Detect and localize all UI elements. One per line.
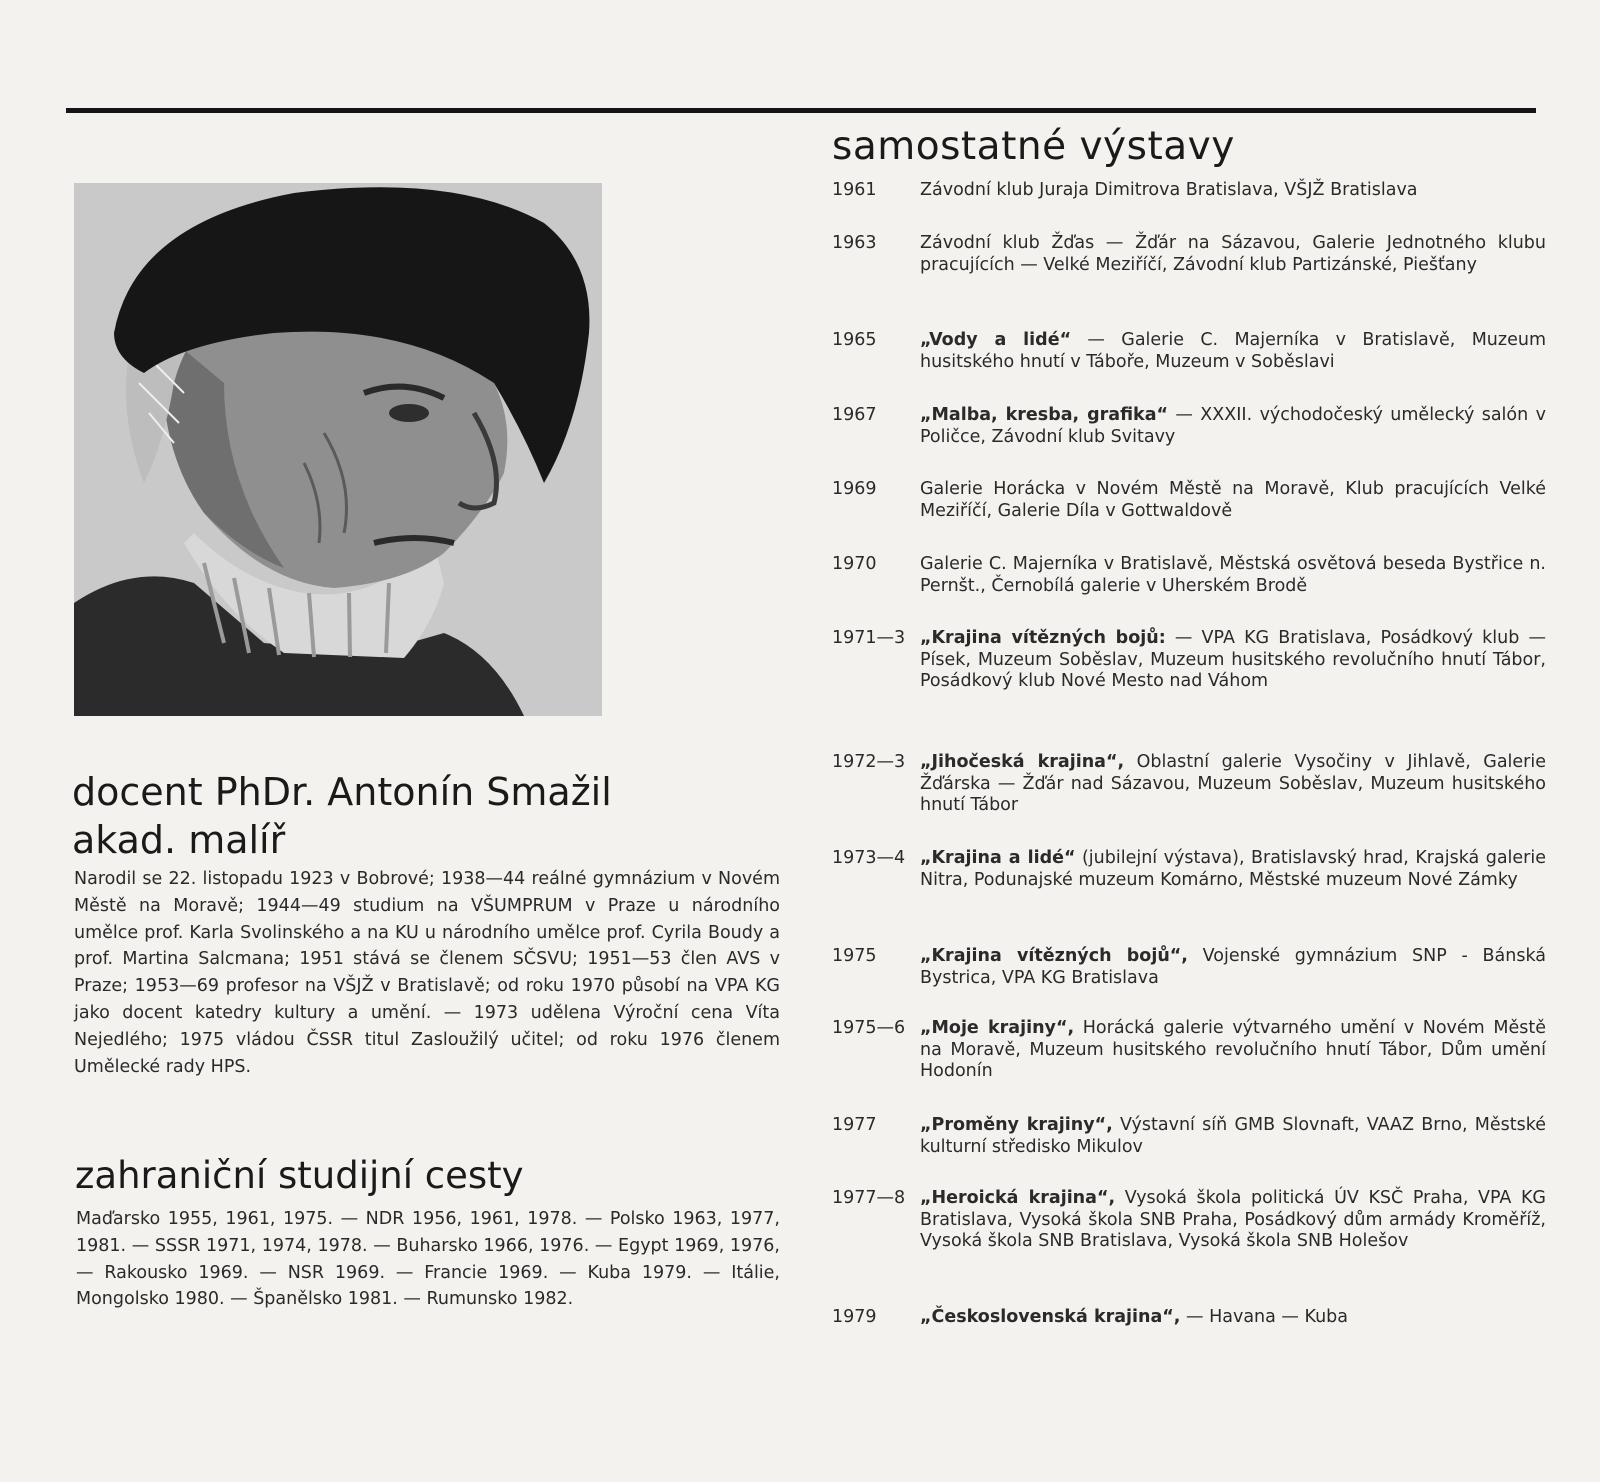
exhibition-item (832, 554, 1546, 597)
exhibition-venues: Galerie Horácka v Novém Městě na Moravě, Klub pracujících Velké Meziříčí, Galerie Díla v Gottwaldově (920, 479, 1546, 521)
exhibition-year: 1967 (832, 405, 877, 425)
exhibition-title: „Vody a lidé“ (920, 330, 1072, 350)
exhibition-description (920, 479, 1546, 522)
artist-portrait-photo (74, 183, 602, 716)
exhibition-venues: — XXXII. východočeský umělecký salón v Poličce, Závodní klub Svitavy (920, 405, 1546, 447)
exhibition-venues: — Havana — Kuba (1180, 1307, 1349, 1327)
exhibition-description (920, 330, 1546, 373)
exhibition-year: 1961 (832, 180, 877, 200)
exhibition-description (920, 848, 1546, 891)
exhibition-item (832, 1115, 1546, 1158)
exhibition-item (832, 233, 1546, 276)
exhibition-item (832, 752, 1546, 817)
exhibition-venues: Závodní klub Žďas — Žďár na Sázavou, Galerie Jednotného klubu pracujících — Velké Meziříčí, Závodní klub Partizánské, Piešťany (920, 233, 1546, 275)
exhibition-year: 1972—3 (832, 752, 906, 772)
exhibition-year: 1963 (832, 233, 877, 253)
exhibition-year: 1979 (832, 1307, 877, 1327)
exhibition-year: 1971—3 (832, 628, 906, 648)
exhibition-description (920, 554, 1546, 597)
exhibition-description (920, 1188, 1546, 1253)
exhibition-venues: Horácká galerie výtvarného umění v Novém Městě na Moravě, Muzeum husitského revolučního hnutí Tábor, Dům umění Hodonín (920, 1018, 1546, 1081)
artist-name-heading (72, 768, 612, 864)
artist-biography: Narodil se 22. listopadu 1923 v Bobrové; 1938—44 reálné gymnázium v Novém Městě na Moravě; 1944—49 studium na VŠUMPRUM v Praze u národního umělce prof. Karla Svolinského a na KU u národního umělce prof. Cyrila Boudy a prof. Martina Salcmana; 1951 stává se členem SČSVU; 1951—53 člen AVS v Praze; 1953—69 profesor na VŠJŽ v Bratislavě; od roku 1970 působí na VPA KG jako docent katedry kultury a umění. — 1973 udělena Výroční cena Víta Nejedlého; 1975 vládou ČSSR titul Zasloužilý učitel; od roku 1976 členem Umělecké rady HPS. (74, 869, 780, 1077)
exhibition-title: „Moje krajiny“, (920, 1018, 1075, 1038)
exhibition-description (920, 628, 1546, 693)
exhibition-year: 1975 (832, 946, 877, 966)
exhibition-description (920, 1307, 1546, 1329)
travels-text: Maďarsko 1955, 1961, 1975. — NDR 1956, 1961, 1978. — Polsko 1963, 1977, 1981. — SSSR 1971, 1974, 1978. — Buharsko 1966, 1976. — Egypt 1969, 1976, — Rakousko 1969. — NSR 1969. — Francie 1969. — Kuba 1979. — Itálie, Mongolsko 1980. — Španělsko 1981. — Rumunsko 1982. (76, 1209, 780, 1310)
exhibition-item (832, 1307, 1546, 1329)
artist-name: docent PhDr. Antonín Smažil (72, 770, 612, 814)
exhibition-title: „Heroická krajina“, (920, 1188, 1116, 1208)
exhibition-venues: Závodní klub Juraja Dimitrova Bratislava, VŠJŽ Bratislava (920, 180, 1418, 200)
exhibition-year: 1977—8 (832, 1188, 906, 1208)
exhibition-description (920, 946, 1546, 989)
exhibition-item (832, 405, 1546, 448)
exhibition-venues: — VPA KG Bratislava, Posádkový klub — Písek, Muzeum Soběslav, Muzeum husitského revolučního hnutí Tábor, Posádkový klub Nové Mesto nad Váhom (920, 628, 1547, 691)
exhibition-item (832, 628, 1546, 693)
exhibition-title: „Krajina vítězných bojů: (920, 628, 1166, 648)
exhibition-year: 1973—4 (832, 848, 906, 868)
exhibition-title: „Proměny krajiny“, (920, 1115, 1113, 1135)
exhibition-item (832, 180, 1546, 202)
exhibition-year: 1975—6 (832, 1018, 906, 1038)
exhibition-description (920, 752, 1546, 817)
exhibition-venues: Vysoká škola politická ÚV KSČ Praha, VPA KG Bratislava, Vysoká škola SNB Praha, Posádkový dům armády Kroměříž, Vysoká škola SNB Bratislava, Vysoká škola SNB Holešov (920, 1188, 1546, 1251)
exhibition-description (920, 233, 1546, 276)
exhibition-venues: — Galerie C. Majerníka v Bratislavě, Muzeum husitského hnutí v Táboře, Muzeum v Soběslavi (920, 330, 1546, 372)
exhibition-venues: Výstavní síň GMB Slovnaft, VAAZ Brno, Městské kulturní středisko Mikulov (920, 1115, 1546, 1157)
exhibition-title: „Krajina vítězných bojů“, (920, 946, 1188, 966)
exhibition-title: „Malba, kresba, grafika“ (920, 405, 1168, 425)
top-rule (66, 108, 1536, 113)
exhibition-venues: Oblastní galerie Vysočiny v Jihlavě, Galerie Žďárska — Žďár nad Sázavou, Muzeum Soběslav, Muzeum husitského hnutí Tábor (920, 752, 1547, 815)
exhibition-description (920, 405, 1546, 448)
exhibition-item (832, 848, 1546, 891)
exhibition-title: „Jihočeská krajina“, (920, 752, 1125, 772)
exhibition-year: 1965 (832, 330, 877, 350)
exhibition-venues: Galerie C. Majerníka v Bratislavě, Městská osvětová beseda Bystřice n. Pernšt., Černobílá galerie v Uherském Brodě (920, 554, 1546, 596)
exhibition-item (832, 946, 1546, 989)
exhibition-description (920, 1018, 1546, 1083)
artist-title: akad. malíř (72, 818, 286, 862)
exhibition-title: „Československá krajina“, (920, 1307, 1181, 1327)
exhibition-description (920, 1115, 1546, 1158)
exhibitions-heading: samostatné výstavy (832, 124, 1235, 169)
travels-heading: zahraniční studijní cesty (75, 1154, 524, 1197)
exhibition-venues: Vojenské gymnázium SNP - Bánská Bystrica, VPA KG Bratislava (920, 946, 1546, 988)
exhibition-description (920, 180, 1546, 202)
exhibition-item (832, 1018, 1546, 1083)
exhibition-venues: (jubilejní výstava), Bratislavský hrad, Krajská galerie Nitra, Podunajské muzeum Komárno, Městské muzeum Nové Zámky (920, 848, 1546, 890)
exhibition-year: 1970 (832, 554, 877, 574)
exhibition-title: „Krajina a lidé“ (920, 848, 1076, 868)
exhibition-year: 1977 (832, 1115, 877, 1135)
exhibition-item (832, 479, 1546, 522)
exhibition-year: 1969 (832, 479, 877, 499)
exhibition-item (832, 330, 1546, 373)
exhibition-item (832, 1188, 1546, 1253)
